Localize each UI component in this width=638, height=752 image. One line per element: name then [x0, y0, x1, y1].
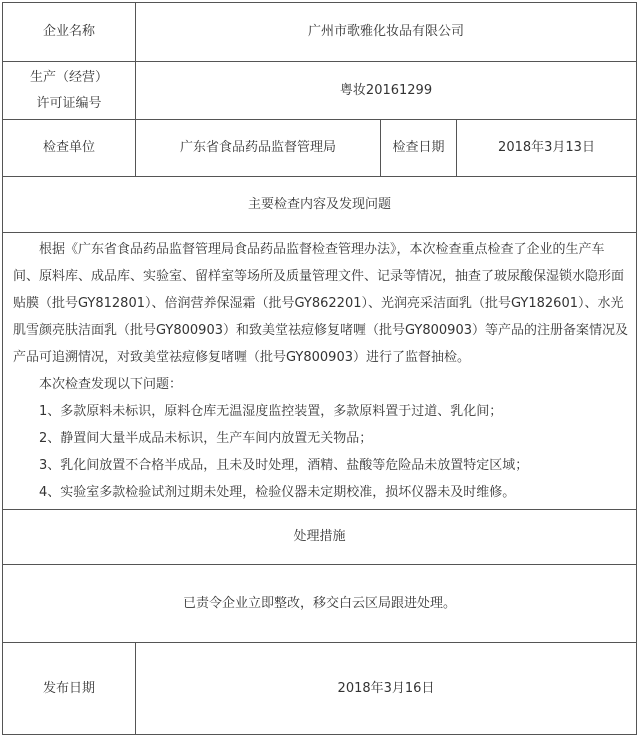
inspection-unit-label: 检查单位 — [3, 120, 136, 177]
inspection-unit-value: 广东省食品药品监督管理局 — [136, 120, 381, 177]
issues-intro: 本次检查发现以下问题： — [39, 377, 183, 392]
inspection-date-label: 检查日期 — [381, 120, 457, 177]
inspection-notice-table — [2, 2, 637, 735]
main-section-row — [3, 177, 637, 233]
license-label-line2: 许可证编号 — [36, 95, 102, 111]
publish-date-value: 2018年3月16日 — [136, 643, 637, 735]
publish-date-label: 发布日期 — [3, 643, 136, 735]
inspection-date-value: 2018年3月13日 — [457, 120, 637, 177]
company-row — [3, 3, 637, 62]
company-name-label: 企业名称 — [3, 3, 136, 62]
issue-item: 2、静置间大量半成品未标识，生产车间内放置无关物品； — [39, 431, 373, 446]
license-label-line1: 生产（经营） — [29, 69, 108, 85]
main-section-heading: 主要检查内容及发现问题 — [3, 177, 637, 233]
issue-item: 4、实验室多款检验试剂过期未处理，检验仪器未定期校准，损坏仪器未及时维修。 — [39, 485, 516, 500]
license-row — [3, 62, 637, 120]
measures-value: 已责令企业立即整改，移交白云区局跟进处理。 — [3, 565, 637, 643]
issue-item: 1、多款原料未标识，原料仓库无温湿度监控装置，多款原料置于过道、乳化间； — [39, 404, 503, 419]
inspection-content — [3, 233, 637, 510]
company-name-value: 广州市歌雅化妆品有限公司 — [136, 3, 637, 62]
measures-heading: 处理措施 — [3, 510, 637, 565]
publish-row — [3, 643, 637, 735]
issue-item: 3、乳化间放置不合格半成品，且未及时处理，酒精、盐酸等危险品未放置特定区域； — [39, 458, 529, 473]
content-row — [3, 233, 637, 510]
measures-row — [3, 565, 637, 643]
license-number: 粤妆20161299 — [136, 62, 637, 120]
measures-heading-row — [3, 510, 637, 565]
inspection-row — [3, 120, 637, 177]
inspection-paragraph: 根据《广东省食品药品监督管理局食品药品监督检查管理办法》，本次检查重点检查了企业的生产车间、原料库、成品库、实验室、留样室等场所及质量管理文件、记录等情况，抽查了玻尿酸保湿锁水隐形面贴膜（批号GY812801）、倍润营养保湿霜（批号GY862201）、光润亮采洁面乳（批号GY182601）、水光肌雪颜亮肤洁面乳（批号GY800903）和致美堂祛痘修复啫喱（批号GY800903）等产品的注册备案情况及产品可追溯情况，对致美堂祛痘修复啫喱（批号GY800903）进行了监督抽检。 — [13, 242, 628, 365]
license-label — [3, 62, 136, 120]
